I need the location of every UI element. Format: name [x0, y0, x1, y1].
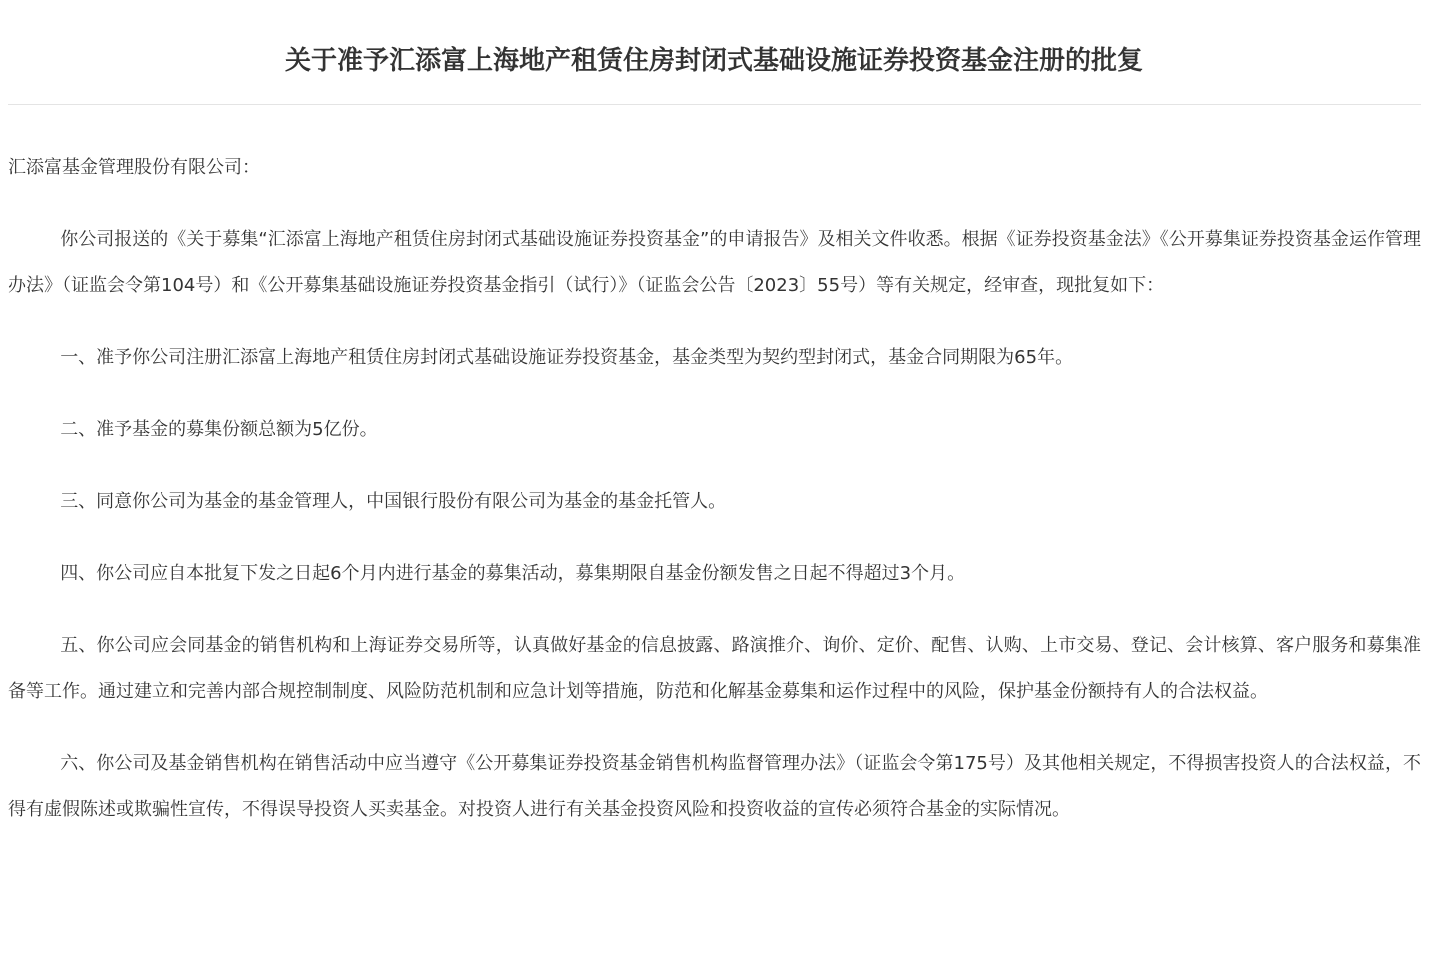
paragraph-gap	[8, 191, 1421, 217]
approval-item-4: 四、你公司应自本批复下发之日起6个月内进行基金的募集活动，募集期限自基金份额发售之日起不得超过3个月。	[60, 563, 966, 584]
paragraph-gap	[8, 715, 1421, 741]
paragraph-gap	[8, 381, 1421, 407]
title-divider	[8, 104, 1421, 105]
paragraph-gap	[8, 309, 1421, 335]
approval-item-3: 三、同意你公司为基金的基金管理人，中国银行股份有限公司为基金的基金托管人。	[60, 491, 727, 512]
paragraph-gap	[8, 525, 1421, 551]
salutation: 汇添富基金管理股份有限公司：	[8, 157, 260, 178]
paragraph-gap	[8, 453, 1421, 479]
approval-item-6: 六、你公司及基金销售机构在销售活动中应当遵守《公开募集证券投资基金销售机构监督管理办法》（证监会令第175号）及其他相关规定，不得损害投资人的合法权益，不得有虚假陈述或欺骗性宣传，不得误导投资人买卖基金。对投资人进行有关基金投资风险和投资收益的宣传必须符合基金的实际情况。	[8, 753, 1421, 820]
paragraph-gap	[8, 597, 1421, 623]
approval-item-2: 二、准予基金的募集份额总额为5亿份。	[60, 419, 378, 440]
page-title: 关于准予汇添富上海地产租赁住房封闭式基础设施证券投资基金注册的批复	[284, 46, 1143, 77]
intro-paragraph: 你公司报送的《关于募集“汇添富上海地产租赁住房封闭式基础设施证券投资基金”的申请报告》及相关文件收悉。根据《证券投资基金法》《公开募集证券投资基金运作管理办法》（证监会令第104号）和《公开募集基础设施证券投资基金指引（试行）》（证监会公告〔2023〕55号）等有关规定，经审查，现批复如下：	[8, 229, 1421, 296]
document-body	[8, 145, 1421, 833]
approval-item-1: 一、准予你公司注册汇添富上海地产租赁住房封闭式基础设施证券投资基金，基金类型为契约型封闭式，基金合同期限为65年。	[60, 347, 1074, 368]
approval-item-5: 五、你公司应会同基金的销售机构和上海证券交易所等，认真做好基金的信息披露、路演推介、询价、定价、配售、认购、上市交易、登记、会计核算、客户服务和募集准备等工作。通过建立和完善内部合规控制制度、风险防范机制和应急计划等措施，防范和化解基金募集和运作过程中的风险，保护基金份额持有人的合法权益。	[8, 635, 1421, 702]
